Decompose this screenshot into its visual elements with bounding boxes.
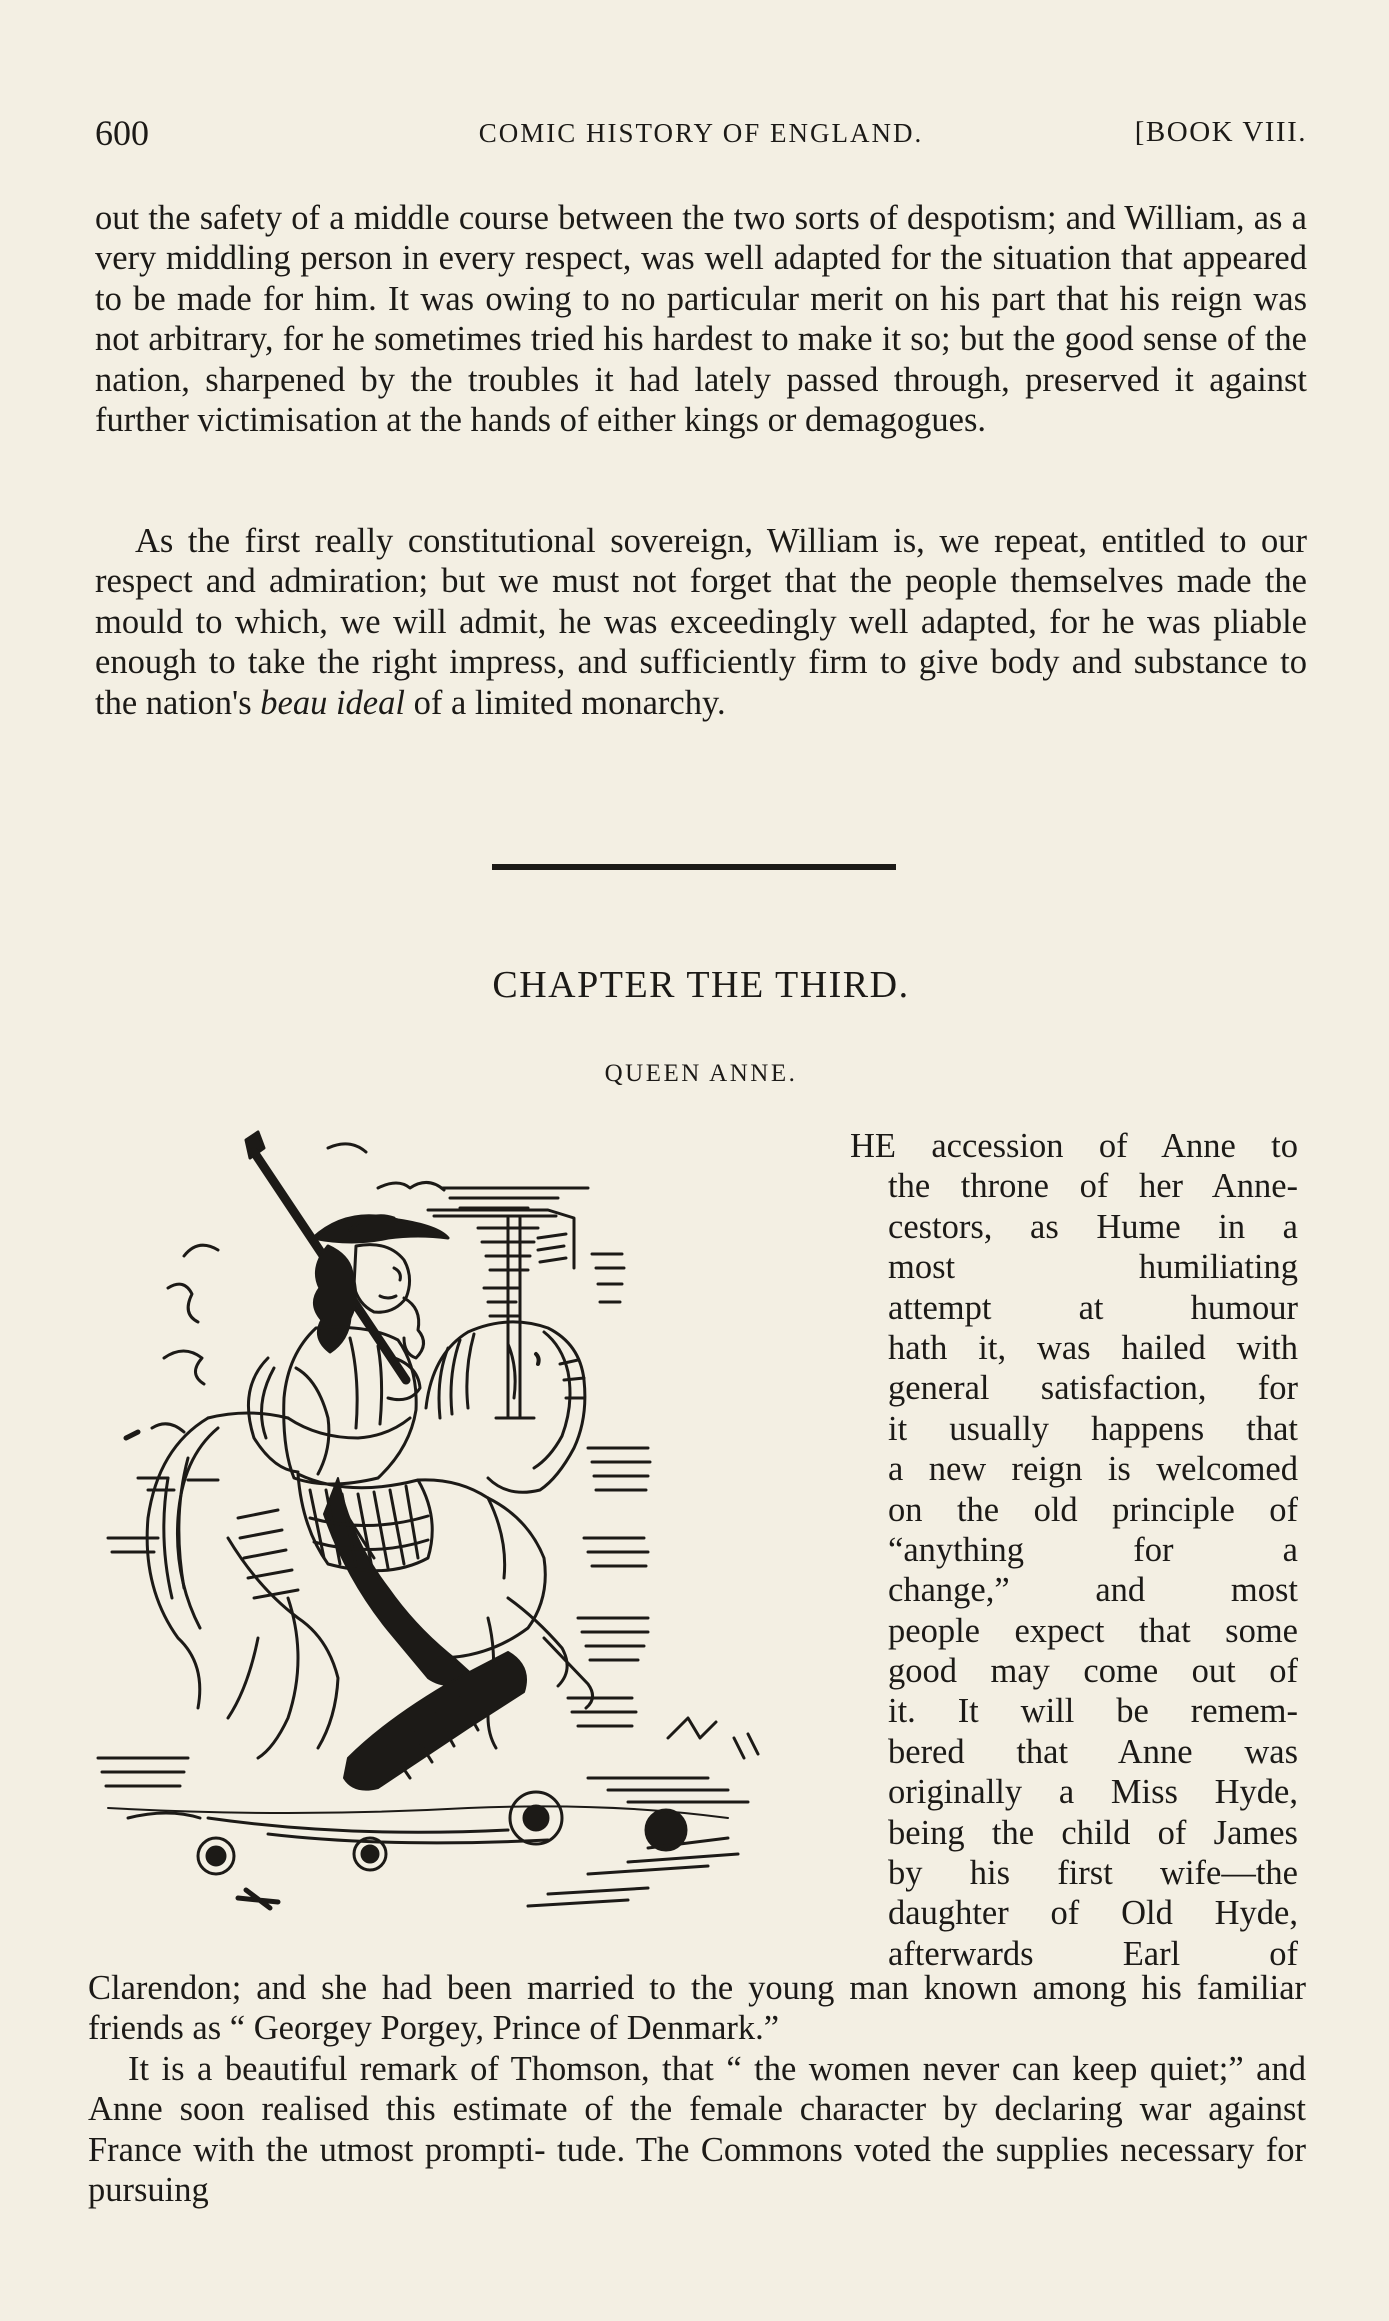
text-line: being the child of James: [888, 1813, 1298, 1852]
text-line: it usually happens that: [888, 1409, 1298, 1448]
text-line: bered that Anne was: [888, 1732, 1298, 1771]
text-line: general satisfaction, for: [888, 1369, 1298, 1408]
paragraph-text: out the safety of a middle course between the two sorts of despotism; and William, as a very middling person in every respect, was well adapted for the situation that appeared to be made for him. It was owing to no particular merit on his part that his reign was not arbitrary, for he sometimes tried his hardest to make it so; but the good sense of the nation, sharpened by the troubles it had lately passed through, preserved it against further victimisation at the hands of either kings or demagogues.: [95, 199, 1307, 440]
section-divider: [492, 864, 896, 870]
text-line: “anything for a: [888, 1530, 1298, 1569]
running-title: COMIC HISTORY OF ENGLAND.: [478, 118, 924, 148]
text-line: good may come out of: [888, 1652, 1298, 1691]
text-line: change,” and most: [888, 1571, 1298, 1610]
paragraph-text-before: As the first really constitutional sovereign, William is, we repeat, entitled to our respect and admiration; but we must not forget that the people themselves made the mould to which, we will admit, he was exceedingly well adapted, for he was pliable enough to take the right impress, and sufficiently firm to give body and substance to the nation's: [95, 522, 1307, 722]
text-line: on the old principle of: [888, 1490, 1298, 1529]
paragraph-text: It is a beautiful remark of Thomson, that “ the women never can keep quiet;” and Anne soon realised this estimate of the female character by declaring war against France with the utmost prompti- tude. The Commons voted the supplies necessary for pursuing: [88, 2049, 1306, 2210]
text-line: by his first wife—the: [888, 1854, 1298, 1893]
text-line: most humiliating: [888, 1248, 1298, 1287]
page-number: 600: [95, 113, 149, 153]
paragraph-text-after: of a limited monarchy.: [404, 683, 726, 722]
text-line: afterwards Earl of: [888, 1934, 1298, 1973]
engraving-horseman-icon: [88, 1118, 858, 1938]
running-head: [95, 112, 1307, 162]
text-line: a new reign is welcomed: [888, 1450, 1298, 1489]
chapter-title: CHAPTER THE THIRD.: [492, 964, 910, 1006]
paragraph-constitutional: [95, 521, 1307, 723]
paragraph-text: [95, 521, 1307, 723]
text-line: hath it, was hailed with: [888, 1328, 1298, 1367]
text-line: it. It will be remem-: [888, 1692, 1298, 1731]
text-line: originally a Miss Hyde,: [888, 1773, 1298, 1812]
text-line: cestors, as Hume in a: [888, 1207, 1298, 1246]
text-line: people expect that some: [888, 1611, 1298, 1650]
book-label: [BOOK VIII.: [1134, 116, 1307, 148]
text-line: daughter of Old Hyde,: [888, 1894, 1298, 1933]
text-line: attempt at humour: [888, 1288, 1298, 1327]
chapter-opening-column: [850, 1126, 1298, 1974]
paragraph-bottom: [88, 1968, 1306, 2210]
paragraph-text: Clarendon; and she had been married to the young man known among his familiar friends as “ Georgey Porgey, Prince of Denmark.”: [88, 1969, 1306, 2048]
chapter-subtitle: QUEEN ANNE.: [604, 1060, 798, 1087]
text-line: HE accession of Anne to: [850, 1127, 1298, 1165]
paragraph-italic-phrase: beau ideal: [260, 683, 405, 722]
text-line: the throne of her Anne-: [888, 1167, 1298, 1206]
paragraph-continuation: [95, 198, 1307, 440]
